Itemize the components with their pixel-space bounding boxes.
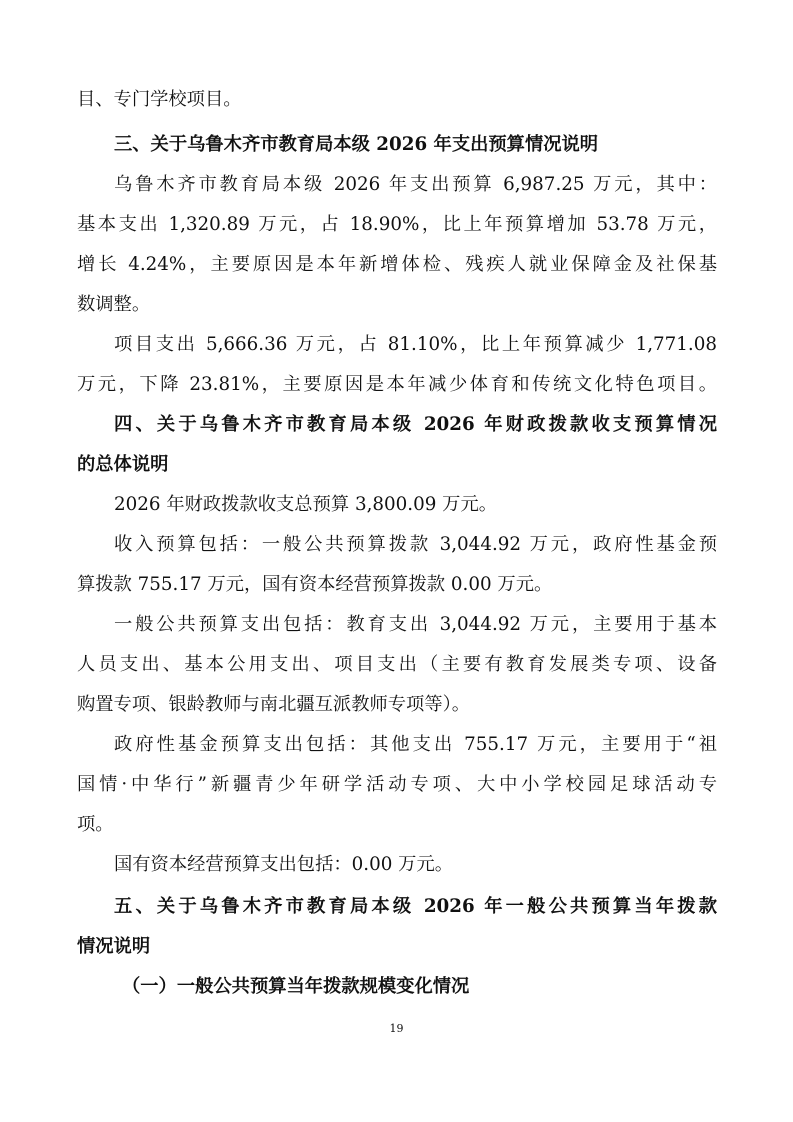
text-line: 增长 4.24%，主要原因是本年新增体检、残疾人就业保障金及社保基 [77,254,717,275]
text-line: 万元，下降 23.81%，主要原因是本年减少体育和传统文化特色项目。 [77,374,717,395]
page-number: 19 [389,1022,404,1035]
text-line: 项。 [77,814,114,835]
text-line: 2026 年财政拨款收支总预算 3,800.09 万元。 [114,494,498,515]
subsection-heading: （一）一般公共预算当年拨款规模变化情况 [122,976,470,997]
text-line: 国情·中华行”新疆青少年研学活动专项、大中小学校园足球活动专 [77,774,717,795]
text-line: 一般公共预算支出包括：教育支出 3,044.92 万元，主要用于基本 [114,614,717,635]
section-heading-4: 四、关于乌鲁木齐市教育局本级 2026 年财政拨款收支预算情况 [114,414,717,435]
text-line: 目、专门学校项目。 [77,89,242,110]
text-line: 国有资本经营预算支出包括：0.00 万元。 [114,854,454,875]
text-line: 政府性基金预算支出包括：其他支出 755.17 万元，主要用于“祖 [114,734,717,755]
text-line: 人员支出、基本公用支出、项目支出（主要有教育发展类专项、设备 [77,654,717,675]
section-heading-5-cont: 情况说明 [77,936,151,957]
text-line: 数调整。 [77,294,151,315]
text-line: 项目支出 5,666.36 万元，占 81.10%，比上年预算减少 1,771.08 [114,334,717,355]
text-line: 基本支出 1,320.89 万元，占 18.90%，比上年预算增加 53.78 万元， [77,214,717,235]
text-line: 乌鲁木齐市教育局本级 2026 年支出预算 6,987.25 万元，其中： [114,174,717,195]
text-line: 购置专项、银龄教师与南北疆互派教师专项等）。 [77,694,471,715]
section-heading-4-cont: 的总体说明 [77,454,169,475]
section-heading-3: 三、关于乌鲁木齐市教育局本级 2026 年支出预算情况说明 [114,134,599,155]
section-heading-5: 五、关于乌鲁木齐市教育局本级 2026 年一般公共预算当年拨款 [114,896,717,917]
text-line: 收入预算包括：一般公共预算拨款 3,044.92 万元，政府性基金预 [114,534,717,555]
text-line: 算拨款 755.17 万元，国有资本经营预算拨款 0.00 万元。 [77,574,553,595]
